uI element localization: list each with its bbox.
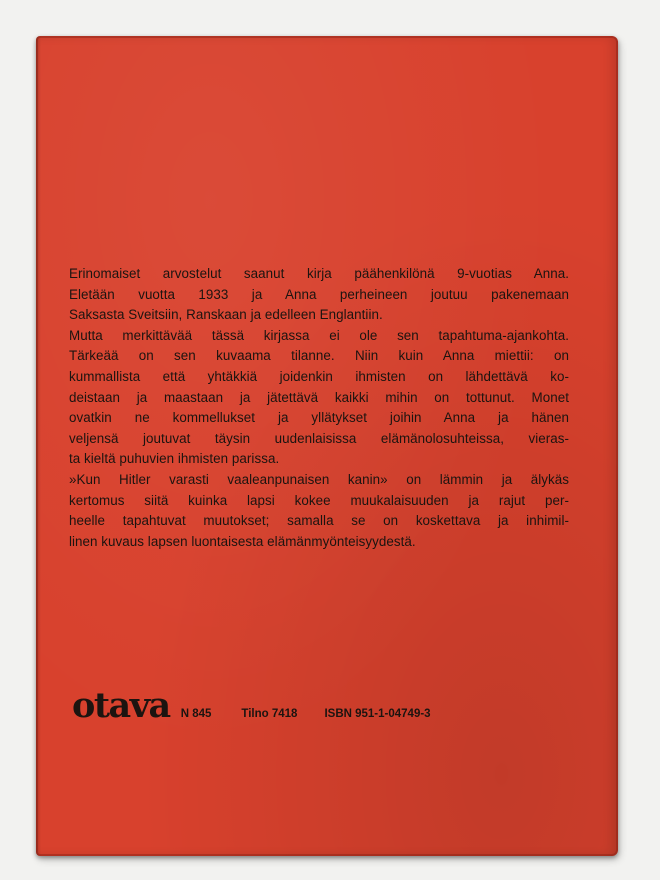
- order-number: Tilno 7418: [241, 708, 298, 720]
- blurb-line: ta kieltä puhuvien ihmisten parissa.: [69, 451, 280, 467]
- publisher-logo: otava: [72, 685, 170, 726]
- book-back-cover: [36, 36, 618, 856]
- blurb-line: deistaan ja maastaan ja jätettävä kaikki mihin on tottunut. Monet: [69, 389, 569, 405]
- blurb-line: Erinomaiset arvostelut saanut kirja päähenkilönä 9-vuotias Anna.: [69, 266, 569, 281]
- blurb-line: kertomus siitä kuinka lapsi kokee muukalaisuuden ja rajut per-: [69, 492, 569, 508]
- blurb-line: Mutta merkittävää tässä kirjassa ei ole sen tapahtuma-ajankohta.: [69, 327, 569, 343]
- blurb-line: Eletään vuotta 1933 ja Anna perheineen joutuu pakenemaan: [69, 286, 569, 302]
- blurb-line: linen kuvaus lapsen luontaisesta elämänmyönteisyydestä.: [69, 533, 416, 549]
- blurb-line: »Kun Hitler varasti vaaleanpunaisen kanin» on lämmin ja älykäs: [69, 471, 569, 487]
- blurb-text: [69, 264, 569, 552]
- blurb-line: kummallista että yhtäkkiä joidenkin ihmisten on lähdettävä ko-: [69, 368, 569, 384]
- blurb-line: ovatkin ne kommellukset ja yllätykset joihin Anna ja hänen: [69, 410, 569, 426]
- blurb-line: veljensä joutuvat täysin uudenlaisissa elämänolosuhteissa, vieras-: [69, 430, 569, 446]
- blurb-line: Saksasta Sveitsiin, Ranskaan ja edelleen Englantiin.: [69, 307, 383, 323]
- publisher-imprint: [72, 685, 431, 726]
- isbn: ISBN 951-1-04749-3: [324, 708, 431, 720]
- series-code: N 845: [180, 708, 212, 720]
- blurb-line: Tärkeää on sen kuvaama tilanne. Niin kuin Anna miettii: on: [69, 348, 569, 364]
- blurb-line: heelle tapahtuvat muutokset; samalla se on koskettava ja inhimil-: [69, 513, 569, 529]
